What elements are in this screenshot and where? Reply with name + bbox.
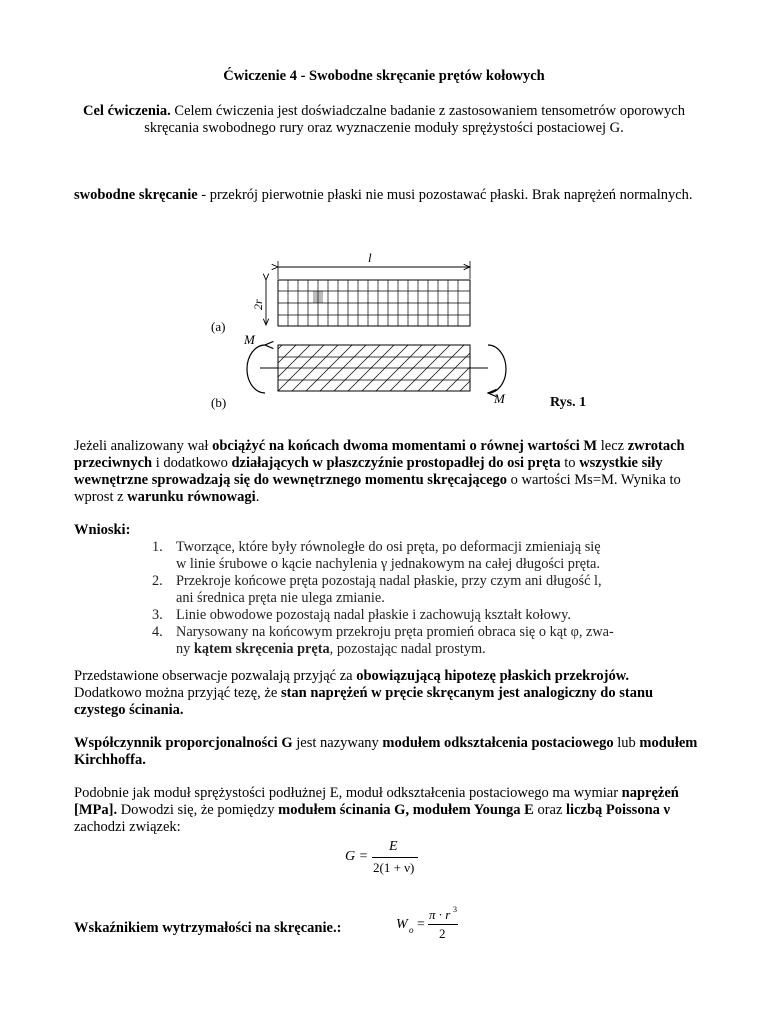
hypothesis-bold-1: obowiązującą hipotezę płaskich przekrojów. [356, 668, 630, 684]
item-number: 1. [152, 539, 163, 555]
analysis-text-2: lecz [597, 438, 628, 454]
formula-denominator: 2 [439, 926, 446, 941]
item-text: , pozostając nadal prostym. [329, 641, 486, 657]
analysis-text-1: Jeżeli analizowany wał [74, 438, 213, 454]
label-l: l [368, 250, 372, 265]
modulus-text-2: Dowodzi się, że pomiędzy [117, 802, 279, 818]
item-text: Przekroje końcowe pręta pozostają nadal płaskie, przy czym ani długość l, [176, 573, 602, 589]
right-moment-arrow [488, 345, 506, 393]
analysis-text-6: . [255, 489, 260, 505]
modulus-text-3: oraz [533, 802, 567, 818]
label-a: (a) [211, 319, 226, 334]
undeformed-grid [278, 280, 470, 326]
page-title: Ćwiczenie 4 - Swobodne skręcanie prętów kołowych [223, 68, 545, 84]
hypothesis-text-1: Przedstawione obserwacje pozwalają przyjąć za [74, 668, 357, 684]
formula-lhs: W [396, 917, 408, 932]
label-b: (b) [211, 395, 227, 410]
conclusions-list [152, 539, 632, 657]
fraction-bar [372, 857, 418, 858]
item-text: Narysowany na końcowym przekroju pręta promień obraca się o kąt φ, zwa- [176, 624, 614, 640]
coefficient-text-2: lub [613, 735, 640, 751]
goal-label: Cel ćwiczenia. [83, 103, 171, 119]
modulus-paragraph [74, 785, 698, 836]
item-text: ani średnica pręta nie ulega zmianie. [176, 590, 385, 606]
item-bold-term: kątem skręcenia pręta [193, 641, 330, 657]
item-number: 3. [152, 607, 163, 623]
modulus-bold-1: naprężeń [MPa]. [74, 785, 679, 818]
item-text: Linie obwodowe pozostają nadal płaskie i zachowują kształt kołowy. [176, 607, 571, 623]
formula-subscript: o [409, 925, 414, 935]
analysis-text-4: to [560, 455, 580, 471]
coefficient-paragraph [74, 735, 698, 769]
item-text: w linie śrubowe o kącie nachylenia γ jednakowym na całej długości pręta. [176, 556, 600, 572]
formula-numerator: E [389, 839, 398, 854]
analysis-text-5: o wartości Ms=M. Wynika to wprost z [74, 472, 681, 505]
hypothesis-bold-2: stan naprężeń w pręcie skręcanym jest analogiczny do stanu czystego ścinania. [74, 685, 654, 718]
modulus-bold-3: liczbą Poissona ν [566, 802, 670, 818]
analysis-bold-2: zwrotach przeciwnych [74, 438, 685, 471]
modulus-text-1: Podobnie jak moduł sprężystości podłużnej E, moduł odkształcenia postaciowego ma wymiar [74, 785, 622, 801]
analysis-bold-5: warunku równowagi [127, 489, 256, 505]
section-modulus-formula [396, 905, 466, 945]
analysis-bold-3: działających w płaszczyźnie prostopadłej do osi pręta [231, 455, 561, 471]
goal-paragraph [80, 103, 688, 137]
modulus-text-4: zachodzi związek: [74, 819, 181, 835]
coefficient-bold-2: modułem odkształcenia postaciowego [382, 735, 614, 751]
label-M-left: M [244, 332, 255, 347]
figure-caption: Rys. 1 [550, 395, 587, 410]
deformed-grid [278, 345, 470, 391]
coefficient-bold-3: modułem Kirchhoffa. [74, 735, 698, 768]
modulus-bold-2: modułem ścinania G, modułem Younga E [278, 802, 534, 818]
shear-modulus-formula [345, 840, 445, 880]
formula-equals: = [417, 917, 425, 932]
analysis-bold-4: wszystkie siły wewnętrzne sprowadzają się do wewnętrznego momentu skręcającego [74, 455, 663, 488]
definition-paragraph [74, 187, 698, 204]
coefficient-text-1: jest nazywany [292, 735, 383, 751]
hypothesis-text-2: Dodatkowo można przyjąć tezę, że [74, 685, 281, 701]
definition-term: swobodne skręcanie [74, 187, 198, 203]
analysis-text-3: i dodatkowo [152, 455, 232, 471]
formula-denominator: 2(1 + ν) [373, 860, 415, 875]
item-text: Tworzące, które były równoległe do osi pręta, po deformacji zmieniają się [176, 539, 601, 555]
label-M-right: M [494, 391, 505, 406]
formula-superscript: 3 [453, 905, 457, 914]
item-text: ny [176, 641, 194, 657]
torsion-figure [200, 245, 610, 415]
strength-label: Wskaźnikiem wytrzymałości na skręcanie.: [74, 920, 342, 936]
hypothesis-paragraph [74, 668, 698, 719]
definition-text: - przekrój pierwotnie płaski nie musi pozostawać płaski. Brak naprężeń normalnych. [197, 187, 693, 203]
goal-text: Celem ćwiczenia jest doświadczalne badanie z zastosowaniem tensometrów oporowych skręcania swobodnego rury oraz wyznaczenie moduły sprężystości postaciowej G. [144, 103, 685, 136]
item-number: 2. [152, 573, 163, 589]
formula-lhs: G = [345, 849, 369, 864]
conclusions-heading: Wnioski: [74, 522, 131, 538]
coefficient-bold-1: Współczynnik proporcjonalności G [74, 735, 293, 751]
label-2r: 2r [251, 299, 265, 310]
analysis-bold-1: obciążyć na końcach dwoma momentami o równej wartości M [212, 438, 598, 454]
item-number: 4. [152, 624, 163, 640]
formula-numerator: π · r [429, 907, 451, 922]
analysis-paragraph [74, 438, 698, 506]
left-moment-arrow [247, 345, 265, 393]
